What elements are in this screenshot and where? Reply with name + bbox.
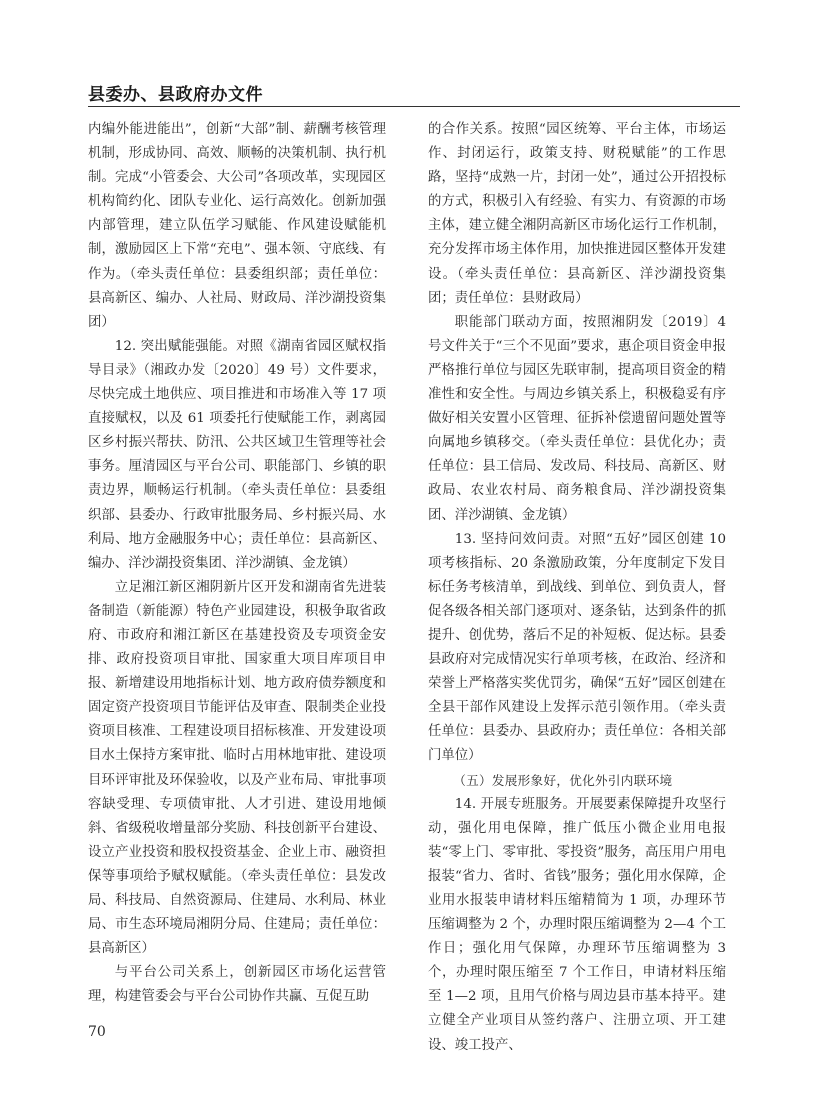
header-divider	[88, 106, 740, 107]
paragraph-platform-company: 与平台公司关系上，创新园区市场化运营管理，构建管委会与平台公司协作共赢、互促互助	[88, 965, 386, 1005]
running-header-title: 县委办、县政府办文件	[88, 85, 263, 105]
paragraph-item-14: 14. 开展专班服务。开展要素保障提升攻坚行动，强化用电保障，推广低压小微企业用电报装“零上门、零审批、零投资”服务，高压用户用电报装“省力、省时、省钱”服务；强化用水保障，企业用水报装申请材料压缩精简为 1 项，办理环节压缩调整为 2 个，办理时限压缩调整为 2—4 个工作日；强化用气保障，办理环节压缩调整为 3 个，办理时限压缩至 7 个工作日，申请材料压缩至 1—2 项，且用气价格与周边县市基本持平。建立健全产业项目从签约落户、注册立项、开工建设、竣工投产、	[428, 796, 726, 1053]
right-column	[428, 118, 726, 1058]
left-column	[88, 118, 386, 1009]
paragraph-department-linkage: 职能部门联动方面，按照湘阴发〔2019〕4 号文件关于“三个不见面”要求，惠企项目资金申报严格推行单位与园区先联审制，提高项目资金的精准性和安全性。与周边乡镇关系上，积极稳妥有序做好相关安置小区管理、征拆补偿遗留问题处置等向属地乡镇移交。（牵头责任单位：县优化办；责任单位：县工信局、发改局、科技局、高新区、财政局、农业农村局、商务粮食局、洋沙湖投资集团、洋沙湖镇、金龙镇）	[428, 314, 726, 523]
section-subheading: （五）发展形象好，优化外引内联环境	[453, 772, 673, 788]
paragraph-continuation: 内编外能进能出”，创新“大部”制、薪酬考核管理机制，形成协同、高效、顺畅的决策机制、执行机制。完成“小管委会、大公司”各项改革，实现园区机构简约化、团队专业化、运行高效化。创新加强内部管理，建立队伍学习赋能、作风建设赋能机制，激励园区上下常“充电”、强本领、守底线、有作为。（牵头责任单位：县委组织部；责任单位：县高新区、编办、人社局、财政局、洋沙湖投资集团）	[88, 122, 386, 330]
paragraph-continuation-right: 的合作关系。按照“园区统筹、平台主体，市场运作、封闭运行，政策支持、财税赋能”的工作思路，坚持“成熟一片，封闭一处”，通过公开招投标的方式，积极引入有经验、有实力、有资源的市场主体，建立健全湘阴高新区市场化运行工作机制，充分发挥市场主体作用，加快推进园区整体开发建设。（牵头责任单位：县高新区、洋沙湖投资集团；责任单位：县财政局）	[428, 122, 726, 306]
page-number: 70	[88, 1024, 106, 1040]
paragraph-xiangjiang-new-area: 立足湘江新区湘阴新片区开发和湖南省先进装备制造（新能源）特色产业园建设，积极争取省政府、市政府和湘江新区在基建投资及专项资金安排、政府投资项目审批、国家重大项目库项目申报、新增建设用地指标计划、地方政府债券额度和固定资产投资项目节能评估及审查、限制类企业投资项目核准、工程建设项目招标核准、开发建设项目水土保持方案审批、临时占用林地审批、建设项目环评审批及环保验收，以及产业布局、审批事项容缺受理、专项债审批、人才引进、建设用地倾斜、省级税收增量部分奖励、科技创新平台建设、设立产业投资和股权投资基金、企业上市、融资担保等事项给予赋权赋能。（牵头责任单位：县发改局、科技局、自然资源局、住建局、水利局、林业局、市生态环境局湘阴分局、住建局；责任单位：县高新区）	[88, 579, 386, 957]
paragraph-item-13: 13. 坚持问效问责。对照“五好”园区创建 10 项考核指标、20 条激励政策，分年度制定下发目标任务考核清单，到战线、到单位、到负责人，督促各级各相关部门逐项对、逐条钻，达到条件的抓提升、创优势，落后不足的补短板、促达标。县委县政府对完成情况实行单项考核，在政治、经济和荣誉上严格落实奖优罚劣，确保“五好”园区创建在全县干部作风建设上发挥示范引领作用。（牵头责任单位：县委办、县政府办；责任单位：各相关部门单位）	[428, 531, 726, 764]
paragraph-item-12: 12. 突出赋能强能。对照《湖南省园区赋权指导目录》（湘政办发〔2020〕49 号）文件要求，尽快完成土地供应、项目推进和市场准入等 17 项直接赋权，以及 61 项委托行使赋能工作，剥离园区乡村振兴帮扶、防汛、公共区域卫生管理等社会事务。厘清园区与平台公司、职能部门、乡镇的职责边界，顺畅运行机制。（牵头责任单位：县委组织部、县委办、行政审批服务局、乡村振兴局、水利局、地方金融服务中心；责任单位：县高新区、编办、洋沙湖投资集团、洋沙湖镇、金龙镇）	[88, 338, 386, 571]
